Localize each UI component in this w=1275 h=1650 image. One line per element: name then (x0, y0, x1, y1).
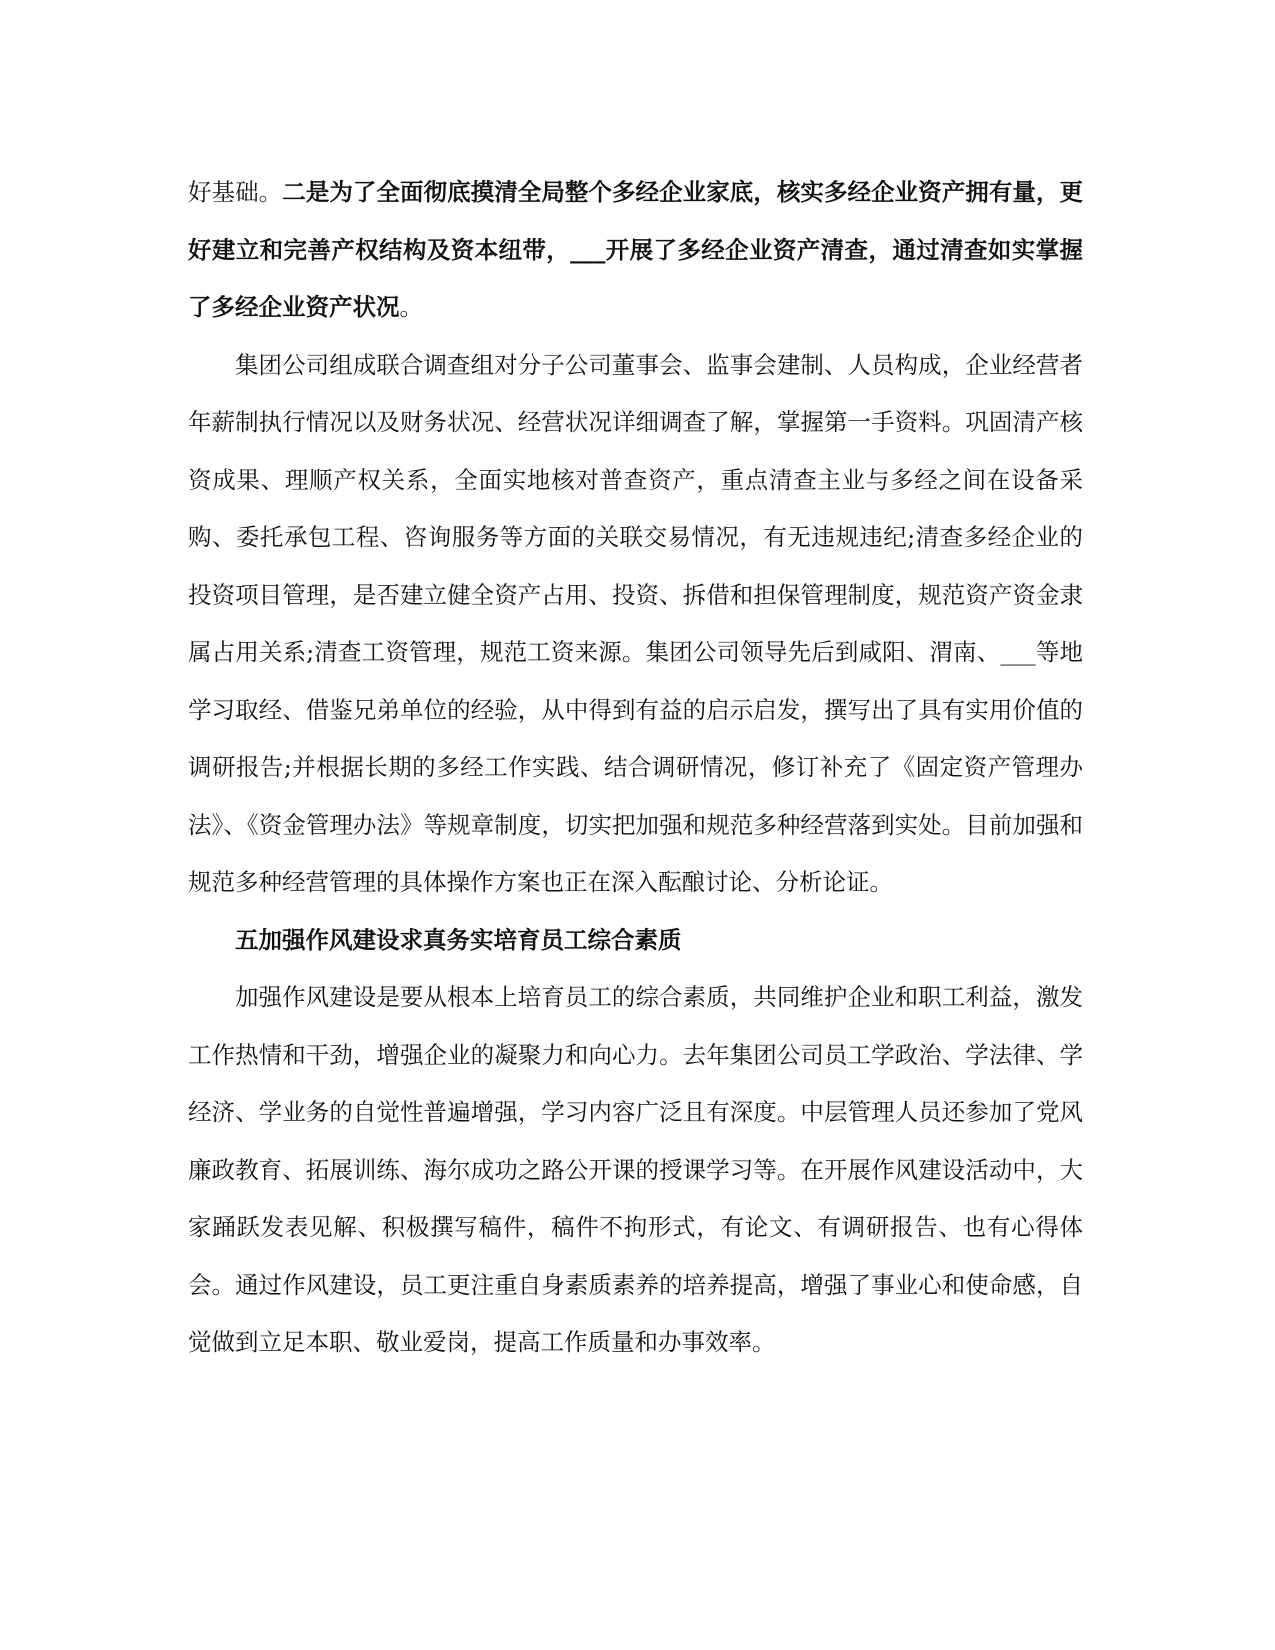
paragraph-tail-text: 。 (399, 293, 423, 321)
paragraph-asset-audit (188, 164, 1083, 337)
paragraph-lead-text: 好基础。 (188, 178, 283, 206)
paragraph-work-style: 加强作风建设是要从根本上培育员工的综合素质，共同维护企业和职工利益，激发工作热情和干劲，增强企业的凝聚力和向心力。去年集团公司员工学政治、学法律、学经济、学业务的自觉性普遍增强，学习内容广泛且有深度。中层管理人员还参加了党风廉政教育、拓展训练、海尔成功之路公开课的授课学习等。在开展作风建设活动中，大家踊跃发表见解、积极撰写稿件，稿件不拘形式，有论文、有调研报告、也有心得体会。通过作风建设，员工更注重自身素质素养的培养提高，增强了事业心和使命感，自觉做到立足本职、敬业爱岗，提高工作质量和办事效率。 (188, 983, 1083, 1356)
paragraph-joint-investigation: 集团公司组成联合调查组对分子公司董事会、监事会建制、人员构成，企业经营者年薪制执行情况以及财务状况、经营状况详细调查了解，掌握第一手资料。巩固清产核资成果、理顺产权关系，全面实地核对普查资产，重点清查主业与多经之间在设备采购、委托承包工程、咨询服务等方面的关联交易情况，有无违规违纪;清查多经企业的投资项目管理，是否建立健全资产占用、投资、拆借和担保管理制度，规范资产资金隶属占用关系;清查工资管理，规范工资来源。集团公司领导先后到咸阳、渭南、___等地学习取经、借鉴兄弟单位的经验，从中得到有益的启示启发，撰写出了具有实用价值的调研报告;并根据长期的多经工作实践、结合调研情况，修订补充了《固定资产管理办法》、《资金管理办法》等规章制度，切实把加强和规范多种经营落到实处。目前加强和规范多种经营管理的具体操作方案也正在深入酝酿讨论、分析论证。 (188, 350, 1083, 896)
section-heading-five: 五加强作风建设求真务实培育员工综合素质 (235, 925, 682, 954)
paragraph-bold-text: 二是为了全面彻底摸清全局整个多经企业家底，核实多经企业资产拥有量，更好建立和完善产权结构及资本纽带，___开展了多经企业资产清查，通过清查如实掌握了多经企业资产状况 (188, 178, 1084, 321)
document-page (188, 164, 1083, 1372)
